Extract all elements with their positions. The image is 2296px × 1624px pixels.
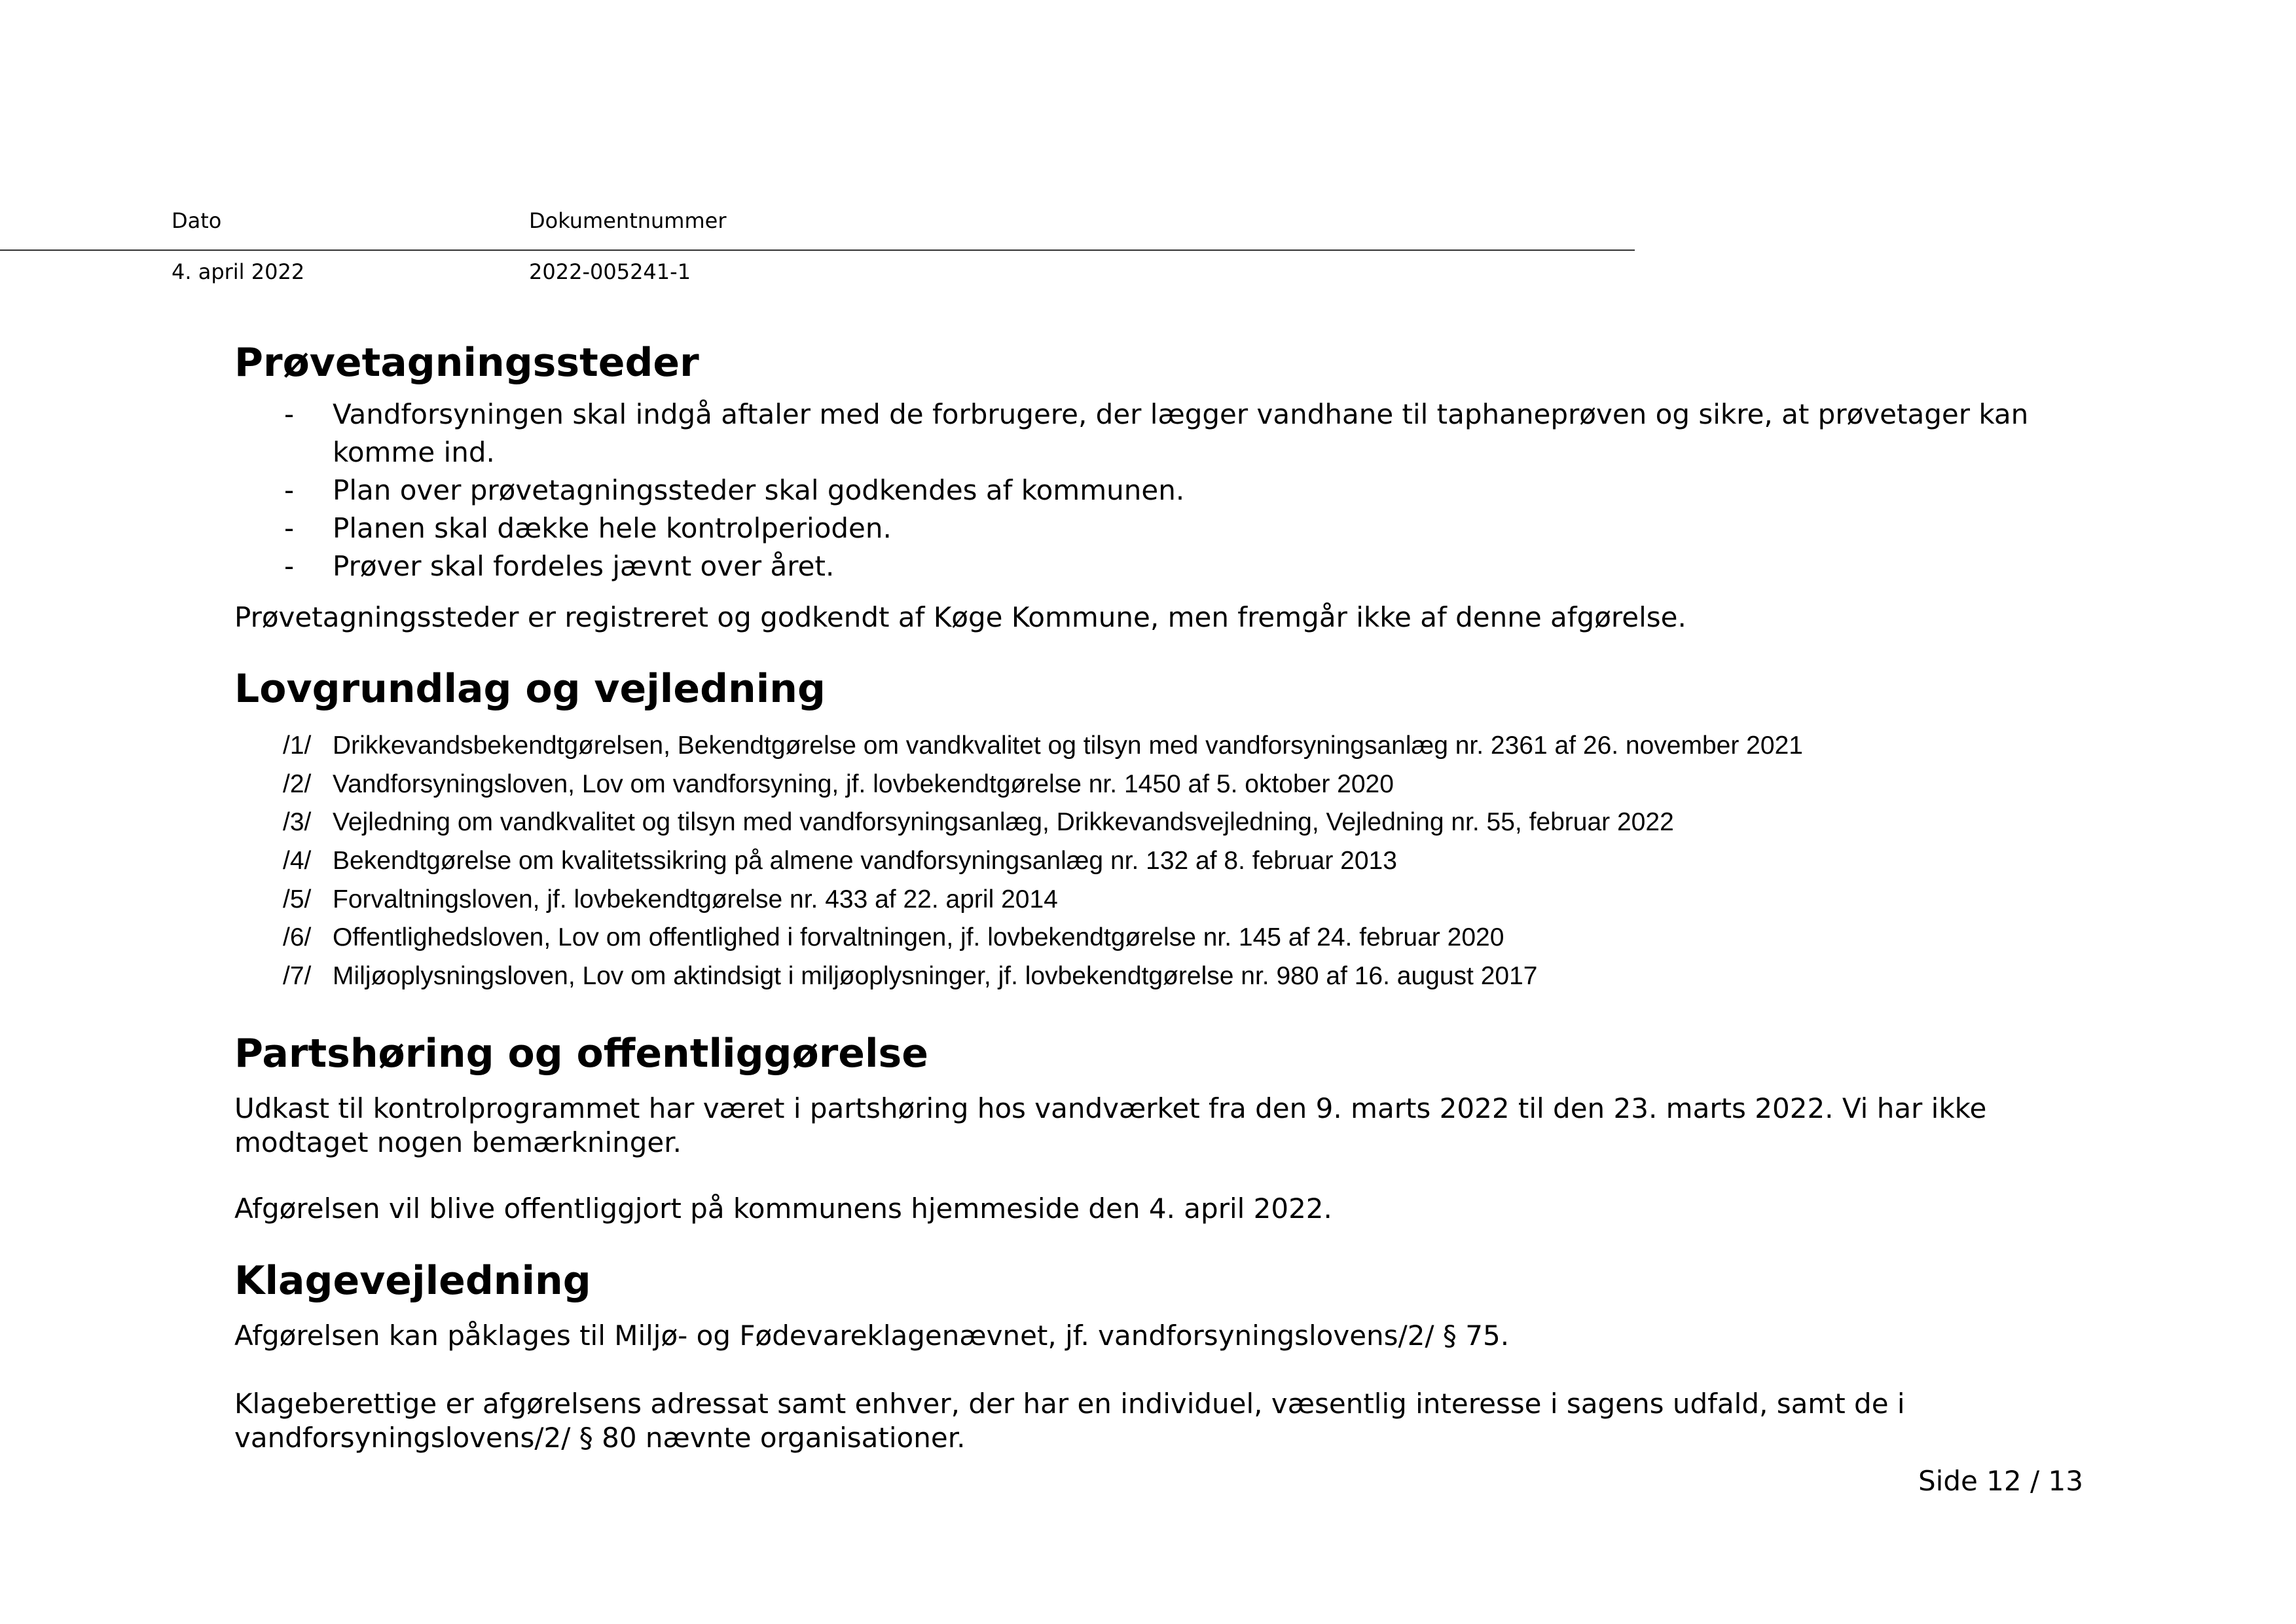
reference-number: /1/	[283, 731, 312, 760]
list-item-text: Planen skal dække hele kontrolperioden.	[333, 512, 892, 544]
reference-number: /6/	[283, 923, 312, 952]
reference-number: /7/	[283, 962, 312, 991]
klage-paragraph-2: Klageberettige er afgørelsens adressat samt enhver, der har en individuel, væsentlig interesse i sagens udfald, samt de i vandforsyningslovens/2/ § 80 nævnte organisationer.	[234, 1388, 1905, 1454]
bullet-dash: -	[284, 474, 295, 506]
date-label: Dato	[172, 208, 222, 233]
document-number-value: 2022-005241-1	[529, 259, 691, 284]
section-heading-klagevejledning: Klagevejledning	[234, 1258, 591, 1304]
reference-item	[234, 727, 2107, 766]
list-item-text: Vandforsyningen skal indgå aftaler med de forbrugere, der lægger vandhane til taphaneprøven og sikre, at prøvetager kan komme ind.	[333, 398, 2029, 468]
bullet-dash: -	[284, 512, 295, 544]
section-heading-partshoring: Partshøring og offentliggørelse	[234, 1031, 928, 1077]
reference-item	[234, 803, 2107, 842]
reference-number: /4/	[283, 847, 312, 876]
reference-item	[234, 766, 2107, 804]
reference-text: Vandforsyningsloven, Lov om vandforsyning, jf. lovbekendtgørelse nr. 1450 af 5. oktober 2020	[333, 769, 1394, 798]
date-value: 4. april 2022	[172, 259, 305, 284]
section-heading-lovgrundlag: Lovgrundlag og vejledning	[234, 666, 826, 712]
provetagning-paragraph: Prøvetagningssteder er registreret og godkendt af Køge Kommune, men fremgår ikke af denne afgørelse.	[234, 601, 1686, 633]
header-divider	[0, 249, 1635, 251]
document-number-label: Dokumentnummer	[529, 208, 727, 233]
list-item	[234, 471, 2107, 509]
list-item-text: Prøver skal fordeles jævnt over året.	[333, 550, 835, 582]
provetagning-bullet-list	[234, 396, 2107, 585]
reference-list	[234, 727, 2107, 996]
reference-text: Vejledning om vandkvalitet og tilsyn med vandforsyningsanlæg, Drikkevandsvejledning, Vejledning nr. 55, februar 2022	[333, 808, 1674, 837]
bullet-dash: -	[284, 550, 295, 582]
reference-number: /2/	[283, 769, 312, 798]
reference-item	[234, 881, 2107, 919]
reference-number: /5/	[283, 885, 312, 913]
reference-text: Forvaltningsloven, jf. lovbekendtgørelse nr. 433 af 22. april 2014	[333, 885, 1058, 913]
list-item	[234, 547, 2107, 585]
bullet-dash: -	[284, 398, 295, 430]
list-item	[234, 509, 2107, 547]
reference-text: Miljøoplysningsloven, Lov om aktindsigt i miljøoplysninger, jf. lovbekendtgørelse nr. 980 af 16. august 2017	[333, 962, 1538, 991]
list-item	[234, 396, 2107, 471]
list-item-text: Plan over prøvetagningssteder skal godkendes af kommunen.	[333, 474, 1185, 506]
reference-text: Offentlighedsloven, Lov om offentlighed i forvaltningen, jf. lovbekendtgørelse nr. 145 af 24. februar 2020	[333, 923, 1504, 952]
partshoring-paragraph-1: Udkast til kontrolprogrammet har været i partshøring hos vandværket fra den 9. marts 2022 til den 23. marts 2022. Vi har ikke modtaget nogen bemærkninger.	[234, 1092, 1987, 1158]
reference-text: Drikkevandsbekendtgørelsen, Bekendtgørelse om vandkvalitet og tilsyn med vandforsyningsanlæg nr. 2361 af 26. november 2021	[333, 731, 1803, 760]
reference-text: Bekendtgørelse om kvalitetssikring på almene vandforsyningsanlæg nr. 132 af 8. februar 2013	[333, 847, 1397, 876]
reference-number: /3/	[283, 808, 312, 837]
section-heading-provetagningssteder: Prøvetagningssteder	[234, 340, 699, 386]
klage-paragraph-1: Afgørelsen kan påklages til Miljø- og Fødevareklagenævnet, jf. vandforsyningslovens/2/ § 75.	[234, 1320, 1510, 1352]
reference-item	[234, 842, 2107, 881]
page-number: Side 12 / 13	[1918, 1465, 2083, 1497]
reference-item	[234, 957, 2107, 996]
reference-item	[234, 919, 2107, 957]
partshoring-paragraph-2: Afgørelsen vil blive offentliggjort på kommunens hjemmeside den 4. april 2022.	[234, 1192, 1332, 1225]
